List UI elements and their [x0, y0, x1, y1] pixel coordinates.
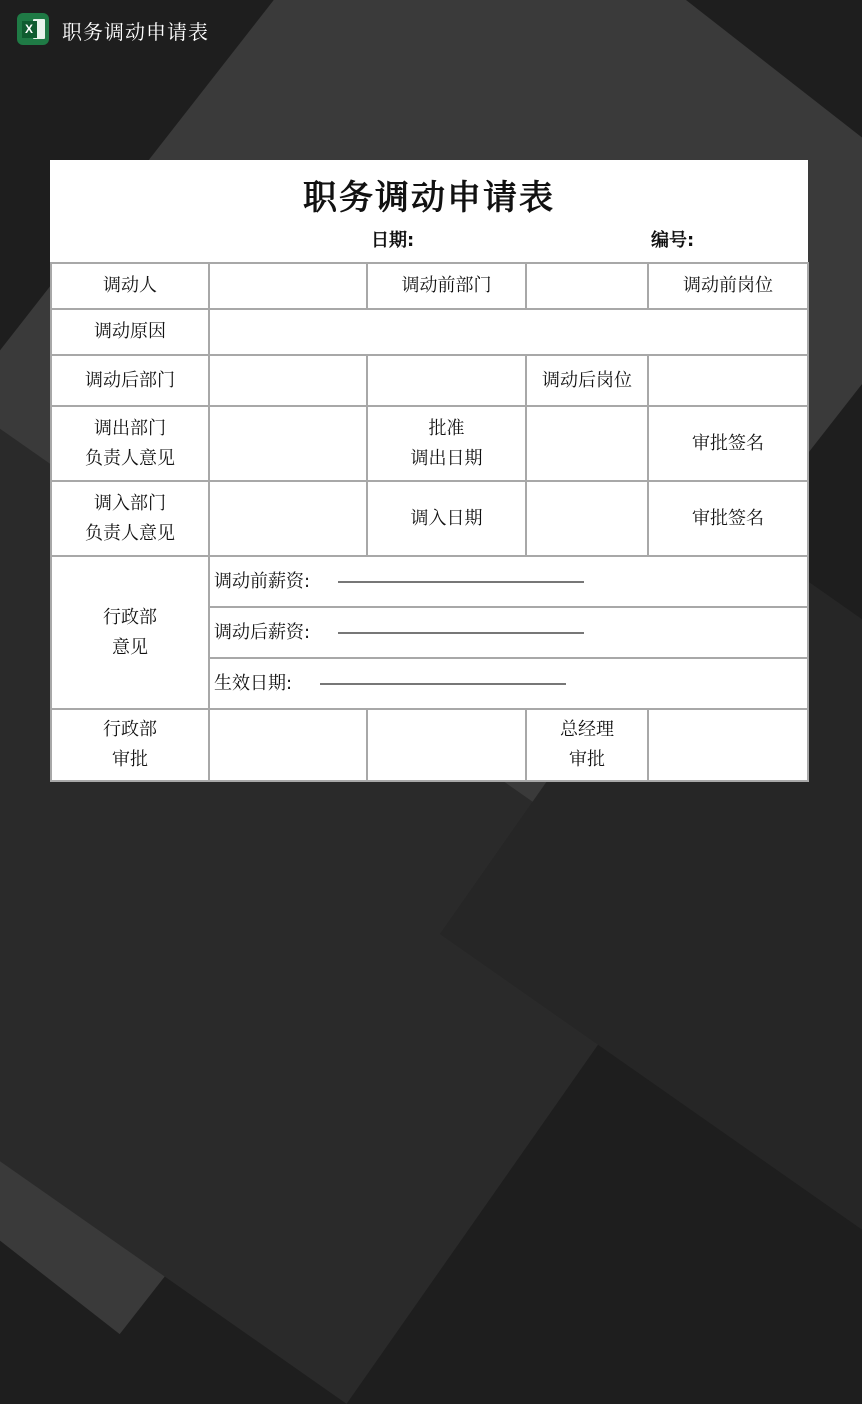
label-line: 调出部门 — [94, 417, 166, 439]
label-line: 调出日期 — [410, 447, 483, 469]
label-line: 行政部 — [103, 719, 157, 740]
in-dept-opinion-cell[interactable] — [209, 481, 367, 556]
label-line: 负责人意见 — [85, 522, 175, 544]
prev-dept-label: 调动前部门 — [367, 263, 526, 309]
reason-label: 调动原因 — [51, 309, 209, 355]
table-row — [51, 355, 808, 406]
admin-approval-cell-2[interactable] — [367, 709, 526, 781]
fill-in-line — [338, 632, 584, 634]
document-title: 职务调动申请表 — [303, 178, 555, 218]
new-salary-cell[interactable] — [209, 607, 808, 658]
table-row — [51, 309, 808, 355]
out-dept-opinion-label — [51, 406, 209, 481]
new-dept-value-cell-2[interactable] — [367, 355, 526, 406]
new-post-label: 调动后岗位 — [526, 355, 648, 406]
table-row — [51, 263, 808, 309]
date-label: 日期: — [371, 230, 415, 251]
table-row — [51, 556, 808, 607]
reason-value-cell[interactable] — [209, 309, 808, 355]
admin-approval-cell[interactable] — [209, 709, 367, 781]
table-row — [51, 406, 808, 481]
person-value-cell[interactable] — [209, 263, 367, 309]
label-line: 行政部 — [103, 606, 157, 628]
in-date-cell[interactable] — [526, 481, 648, 556]
new-salary-label: 调动后薪资: — [214, 621, 311, 643]
sign-label: 审批签名 — [648, 481, 808, 556]
label-line: 总经理 — [560, 719, 614, 740]
excel-icon-letter: X — [22, 21, 37, 38]
gm-approval-cell[interactable] — [648, 709, 808, 781]
fill-in-line — [338, 581, 584, 583]
fill-in-line — [320, 683, 566, 685]
admin-approval-label — [51, 709, 209, 781]
number-label: 编号: — [651, 230, 695, 251]
table-row — [51, 709, 808, 781]
window-title: 职务调动申请表 — [62, 20, 209, 44]
prev-dept-value-cell[interactable] — [526, 263, 648, 309]
prev-salary-label: 调动前薪资: — [214, 570, 311, 592]
label-line: 批准 — [428, 417, 465, 439]
gm-approval-label — [526, 709, 648, 781]
prev-post-label: 调动前岗位 — [648, 263, 808, 309]
excel-icon — [17, 13, 49, 45]
table-row — [51, 481, 808, 556]
effective-date-label: 生效日期: — [214, 672, 293, 694]
approve-out-date-cell[interactable] — [526, 406, 648, 481]
new-dept-value-cell[interactable] — [209, 355, 367, 406]
out-dept-opinion-cell[interactable] — [209, 406, 367, 481]
spreadsheet-document — [50, 160, 808, 780]
label-line: 负责人意见 — [85, 447, 175, 469]
transfer-form-table — [50, 262, 809, 782]
title-bar — [0, 0, 862, 58]
person-label: 调动人 — [51, 263, 209, 309]
label-line: 调入部门 — [94, 492, 166, 514]
approve-out-date-label — [367, 406, 526, 481]
new-dept-label: 调动后部门 — [51, 355, 209, 406]
effective-date-cell[interactable] — [209, 658, 808, 709]
new-post-value-cell[interactable] — [648, 355, 808, 406]
in-dept-opinion-label — [51, 481, 209, 556]
admin-opinion-label — [51, 556, 209, 709]
in-date-label: 调入日期 — [367, 481, 526, 556]
label-line: 意见 — [112, 636, 148, 658]
label-line: 审批 — [569, 749, 605, 770]
sign-label: 审批签名 — [648, 406, 808, 481]
prev-salary-cell[interactable] — [209, 556, 808, 607]
label-line: 审批 — [112, 749, 148, 770]
